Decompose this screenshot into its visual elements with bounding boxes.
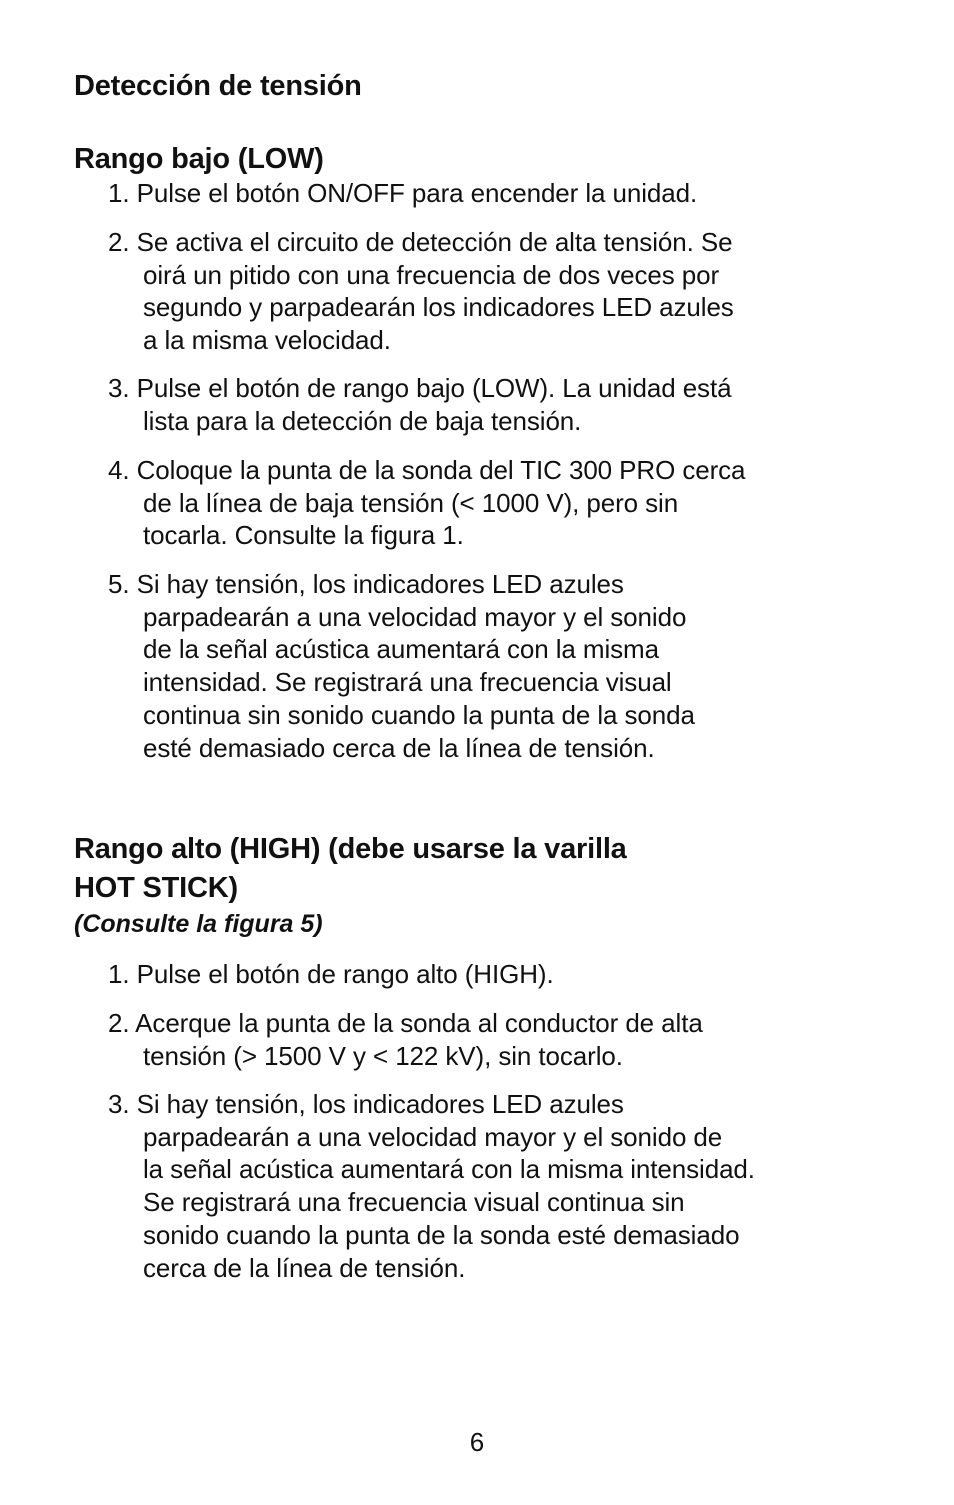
- high-range-heading: [74, 830, 627, 908]
- low-step-2-line-2: oirá un pitido con una frecuencia de dos veces por: [143, 259, 720, 290]
- low-step-1: [108, 177, 868, 210]
- low-step-5-line-5: continua sin sonido cuando la punta de la sonda: [143, 699, 695, 730]
- low-step-3-line-1: 3. Pulse el botón de rango bajo (LOW). La unidad está: [108, 373, 732, 403]
- low-range-heading: Rango bajo (LOW): [74, 143, 324, 175]
- low-step-3: [108, 372, 868, 437]
- high-range-heading-line-1: Rango alto (HIGH) (debe usarse la varilla: [74, 833, 627, 865]
- high-step-3: [108, 1088, 868, 1284]
- high-step-2: [108, 1007, 868, 1072]
- low-step-2-line-3: segundo y parpadearán los indicadores LED azules: [143, 292, 734, 323]
- page-number: 6: [469, 1427, 485, 1457]
- section-title: Detección de tensión: [74, 70, 362, 102]
- low-step-3-line-2: lista para la detección de baja tensión.: [143, 405, 582, 436]
- high-step-1: [108, 958, 868, 991]
- low-step-2-line-4: a la misma velocidad.: [143, 325, 391, 356]
- low-step-5-line-3: de la señal acústica aumentará con la misma: [143, 634, 659, 665]
- low-step-4: [108, 454, 868, 552]
- low-step-5-line-1: 5. Si hay tensión, los indicadores LED azules: [108, 569, 624, 599]
- high-step-3-line-2: parpadearán a una velocidad mayor y el sonido de: [143, 1121, 723, 1152]
- low-step-1-line-1: 1. Pulse el botón ON/OFF para encender la unidad.: [108, 178, 698, 208]
- high-step-2-line-2: tensión (> 1500 V y < 122 kV), sin tocarlo.: [143, 1040, 623, 1071]
- low-step-5-line-6: esté demasiado cerca de la línea de tensión.: [143, 732, 655, 763]
- high-step-3-line-6: cerca de la línea de tensión.: [143, 1252, 466, 1283]
- high-step-1-line-1: 1. Pulse el botón de rango alto (HIGH).: [108, 959, 554, 989]
- low-step-2-line-1: 2. Se activa el circuito de detección de alta tensión. Se: [108, 227, 733, 257]
- high-step-3-line-4: Se registrará una frecuencia visual continua sin: [143, 1187, 685, 1218]
- high-range-figure-note: (Consulte la figura 5): [74, 910, 323, 938]
- high-step-3-line-1: 3. Si hay tensión, los indicadores LED azules: [108, 1089, 624, 1119]
- low-step-5-line-2: parpadearán a una velocidad mayor y el sonido: [143, 601, 687, 632]
- low-step-4-line-2: de la línea de baja tensión (< 1000 V), pero sin: [143, 487, 679, 518]
- low-step-2: [108, 226, 868, 357]
- low-step-5: [108, 568, 868, 764]
- low-step-4-line-3: tocarla. Consulte la figura 1.: [143, 520, 464, 551]
- high-step-2-line-1: 2. Acerque la punta de la sonda al conductor de alta: [108, 1008, 703, 1038]
- low-step-5-line-4: intensidad. Se registrará una frecuencia visual: [143, 667, 672, 698]
- high-step-3-line-3: la señal acústica aumentará con la misma intensidad.: [143, 1154, 755, 1185]
- low-step-4-line-1: 4. Coloque la punta de la sonda del TIC 300 PRO cerca: [108, 455, 746, 485]
- high-range-heading-line-2: HOT STICK): [74, 872, 238, 904]
- high-step-3-line-5: sonido cuando la punta de la sonda esté demasiado: [143, 1219, 740, 1250]
